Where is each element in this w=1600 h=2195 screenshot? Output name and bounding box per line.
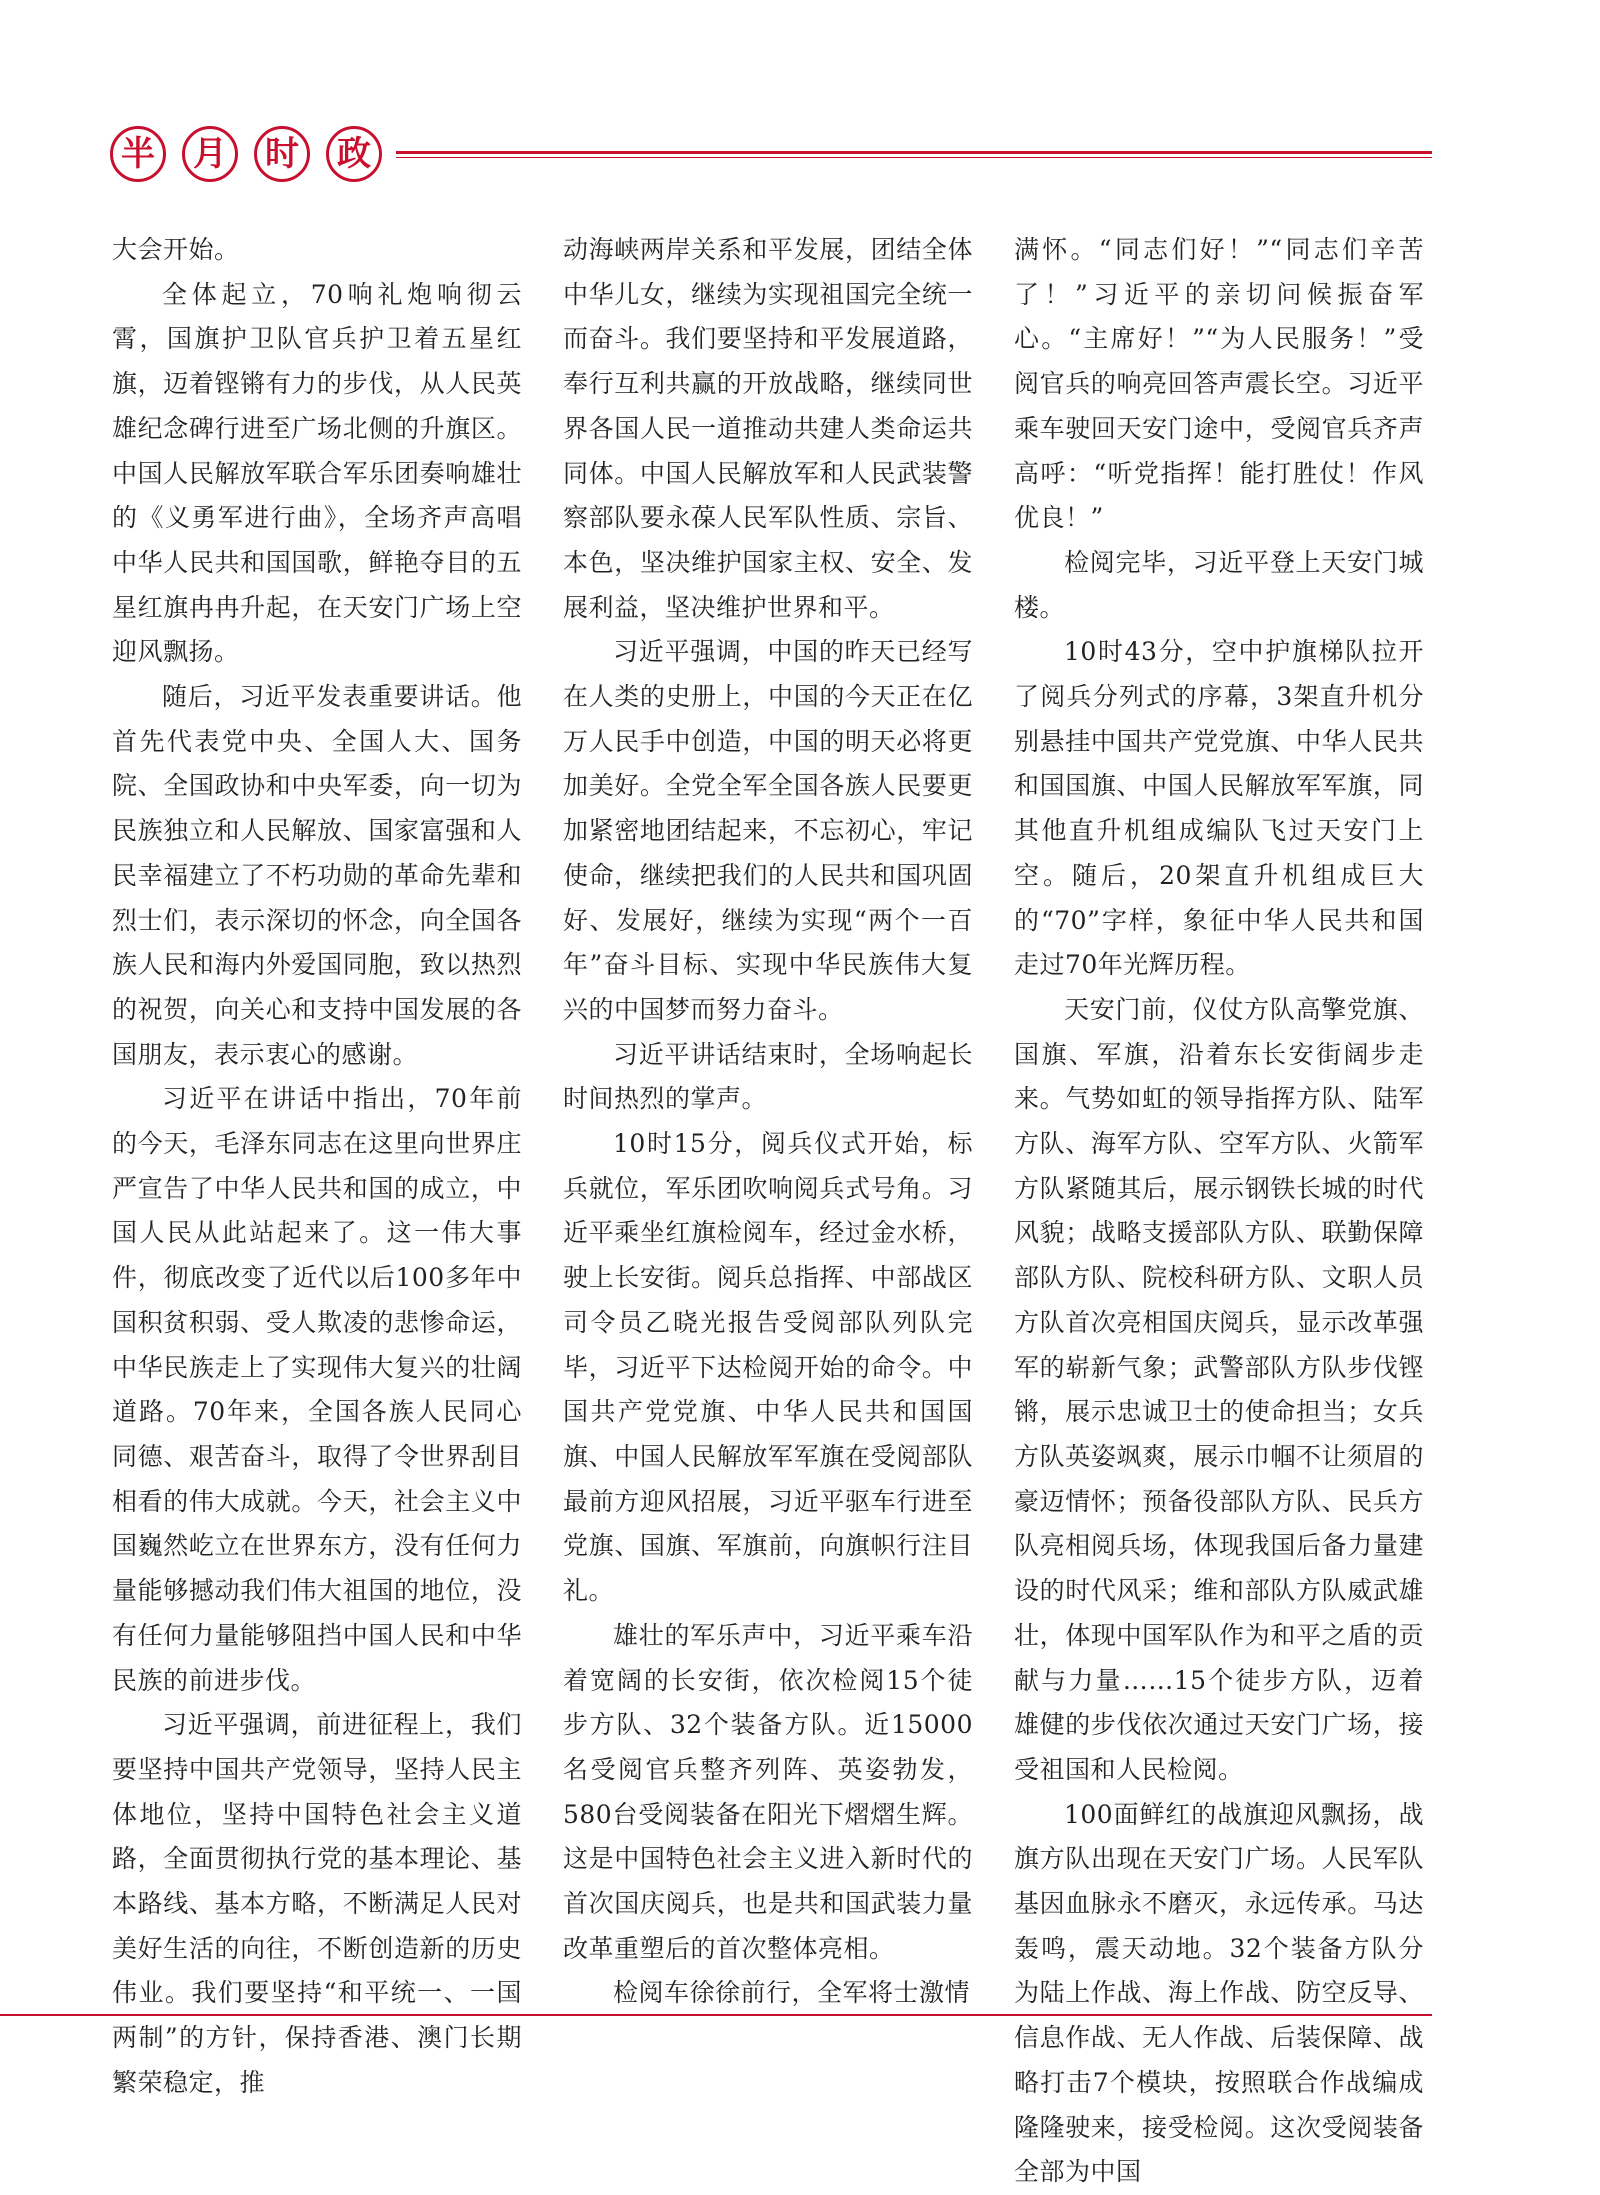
paragraph: 10时43分，空中护旗梯队拉开了阅兵分列式的序幕，3架直升机分别悬挂中国共产党党旗、中华人民共和国国旗、中国人民解放军军旗，同其他直升机组成编队飞过天安门上空。随后，20架直升机组成巨大的“70”字样，象征中华人民共和国走过70年光辉历程。 — [1014, 637, 1424, 980]
article-column-2 — [563, 228, 973, 2016]
paragraph: 检阅完毕，习近平登上天安门城楼。 — [1014, 547, 1424, 622]
paragraph: 随后，习近平发表重要讲话。他首先代表党中央、全国人大、国务院、全国政协和中央军委，向一切为民族独立和人民解放、国家富强和人民幸福建立了不朽功勋的革命先辈和烈士们，表示深切的怀念，向全国各族人民和海内外爱国同胞，致以热烈的祝贺，向关心和支持中国发展的各国朋友，表示衷心的感谢。 — [112, 682, 522, 1069]
paragraph: 10时15分，阅兵仪式开始，标兵就位，军乐团吹响阅兵式号角。习近平乘坐红旗检阅车，经过金水桥，驶上长安街。阅兵总指挥、中部战区司令员乙晓光报告受阅部队列队完毕，习近平下达检阅开始的命令。中国共产党党旗、中华人民共和国国旗、中国人民解放军军旗在受阅部队最前方迎风招展，习近平驱车行进至党旗、国旗、军旗前，向旗帜行注目礼。 — [563, 1129, 973, 1606]
masthead-badge: 政 — [326, 126, 382, 182]
masthead-badge: 时 — [254, 126, 310, 182]
masthead — [110, 126, 1432, 186]
paragraph: 100面鲜红的战旗迎风飘扬，战旗方队出现在天安门广场。人民军队基因血脉永不磨灭，永远传承。马达轰鸣，震天动地。32个装备方队分为陆上作战、海上作战、防空反导、信息作战、无人作战、后装保障、战略打击7个模块，按照联合作战编成隆隆驶来，接受检阅。这次受阅装备全部为中国 — [1014, 1799, 1424, 2187]
paragraph: 动海峡两岸关系和平发展，团结全体中华儿女，继续为实现祖国完全统一而奋斗。我们要坚持和平发展道路，奉行互利共赢的开放战略，继续同世界各国人民一道推动共建人类命运共同体。中国人民解放军和人民武装警察部队要永葆人民军队性质、宗旨、本色，坚决维护国家主权、安全、发展利益，坚决维护世界和平。 — [563, 235, 973, 622]
header-rule — [396, 151, 1432, 154]
header-rule-thin — [396, 157, 1432, 158]
article-column-1 — [112, 228, 522, 2106]
masthead-badge: 月 — [182, 126, 238, 182]
paragraph: 全体起立，70响礼炮响彻云霄，国旗护卫队官兵护卫着五星红旗，迈着铿锵有力的步伐，从人民英雄纪念碑行进至广场北侧的升旗区。中国人民解放军联合军乐团奏响雄壮的《义勇军进行曲》，全场齐声高唱中华人民共和国国歌，鲜艳夺目的五星红旗冉冉升起，在天安门广场上空迎风飘扬。 — [112, 279, 522, 667]
paragraph: 大会开始。 — [112, 235, 240, 264]
paragraph: 习近平讲话结束时，全场响起长时间热烈的掌声。 — [563, 1039, 973, 1114]
paragraph: 习近平强调，前进征程上，我们要坚持中国共产党领导，坚持人民主体地位，坚持中国特色社会主义道路，全面贯彻执行党的基本理论、基本路线、基本方略，不断满足人民对美好生活的向往，不断创造新的历史伟业。我们要坚持“和平统一、一国两制”的方针，保持香港、澳门长期繁荣稳定，推 — [112, 1710, 522, 2097]
paragraph: 天安门前，仪仗方队高擎党旗、国旗、军旗，沿着东长安街阔步走来。气势如虹的领导指挥方队、陆军方队、海军方队、空军方队、火箭军方队紧随其后，展示钢铁长城的时代风貌；战略支援部队方队、联勤保障部队方队、院校科研方队、文职人员方队首次亮相国庆阅兵，显示改革强军的崭新气象；武警部队方队步伐铿锵，展示忠诚卫士的使命担当；女兵方队英姿飒爽，展示巾帼不让须眉的豪迈情怀；预备役部队方队、民兵方队亮相阅兵场，体现我国后备力量建设的时代风采；维和部队方队威武雄壮，体现中国军队作为和平之盾的贡献与力量……15个徒步方队，迈着雄健的步伐依次通过天安门广场，接受祖国和人民检阅。 — [1014, 994, 1424, 1784]
paragraph: 习近平在讲话中指出，70年前的今天，毛泽东同志在这里向世界庄严宣告了中华人民共和国的成立，中国人民从此站起来了。这一伟大事件，彻底改变了近代以后100多年中国积贫积弱、受人欺凌的悲惨命运，中华民族走上了实现伟大复兴的壮阔道路。70年来，全国各族人民同心同德、艰苦奋斗，取得了令世界刮目相看的伟大成就。今天，社会主义中国巍然屹立在世界东方，没有任何力量能够撼动我们伟大祖国的地位，没有任何力量能够阻挡中国人民和中华民族的前进步伐。 — [112, 1084, 522, 1695]
article-column-3 — [1014, 228, 1424, 2195]
paragraph: 满怀。“同志们好！”“同志们辛苦了！”习近平的亲切问候振奋军心。“主席好！”“为人民服务！”受阅官兵的响亮回答声震长空。习近平乘车驶回天安门途中，受阅官兵齐声高呼：“听党指挥！能打胜仗！作风优良！” — [1014, 235, 1424, 533]
paragraph: 检阅车徐徐前行，全军将士激情 — [613, 1978, 971, 2008]
paragraph: 习近平强调，中国的昨天已经写在人类的史册上，中国的今天正在亿万人民手中创造，中国的明天必将更加美好。全党全军全国各族人民要更加紧密地团结起来，不忘初心，牢记使命，继续把我们的人民共和国巩固好、发展好，继续为实现“两个一百年”奋斗目标、实现中华民族伟大复兴的中国梦而努力奋斗。 — [563, 637, 973, 1024]
paragraph: 雄壮的军乐声中，习近平乘车沿着宽阔的长安街，依次检阅15个徒步方队、32个装备方队。近15000名受阅官兵整齐列阵、英姿勃发，580台受阅装备在阳光下熠熠生辉。这是中国特色社会主义进入新时代的首次国庆阅兵，也是共和国武装力量改革重塑后的首次整体亮相。 — [563, 1620, 973, 1963]
masthead-badge: 半 — [110, 126, 166, 182]
footer-rule — [0, 2014, 1432, 2016]
